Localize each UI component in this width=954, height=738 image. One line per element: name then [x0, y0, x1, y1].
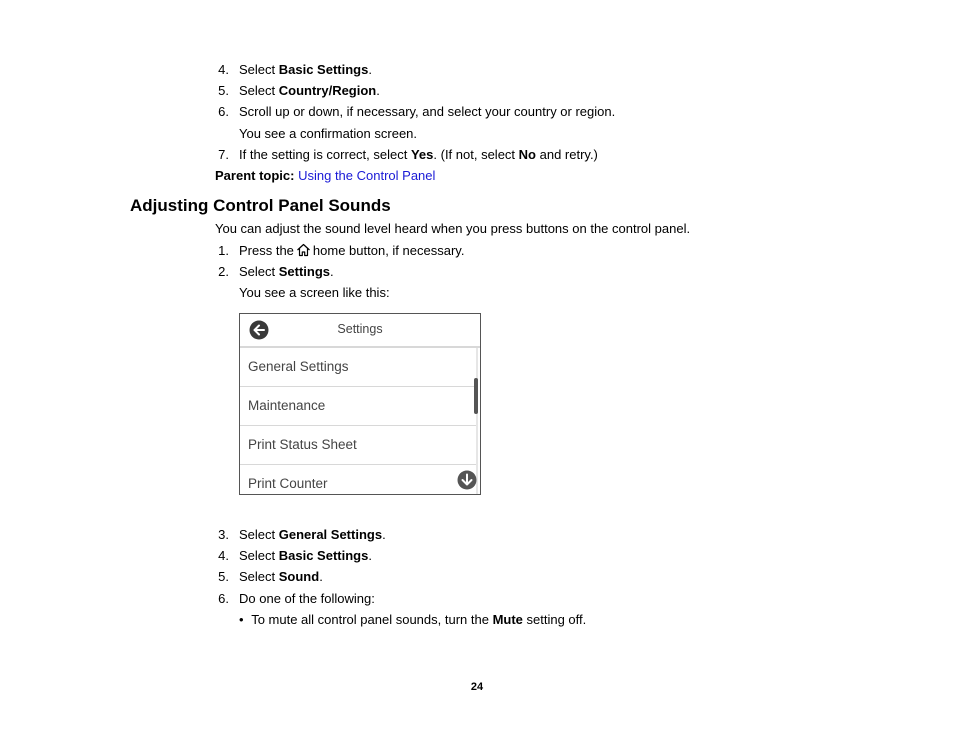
menu-item-print-counter[interactable] — [240, 465, 476, 495]
step-text: home button, if necessary. — [312, 243, 465, 258]
step-text: . (If not, select — [433, 147, 519, 162]
bullet-text: To mute all control panel sounds, turn the — [251, 612, 493, 627]
step-number: 7. — [218, 147, 229, 162]
confirmation-note: You see a confirmation screen. — [239, 126, 418, 141]
section-intro: You can adjust the sound level heard when you press buttons on the control panel. — [215, 221, 691, 236]
step-punct: . — [319, 569, 323, 584]
step-text: Select — [239, 83, 279, 98]
step-punct: . — [382, 527, 386, 542]
step-number: 6. — [218, 104, 229, 119]
bullet-emphasis: Mute — [492, 612, 523, 627]
step-text: and retry.) — [536, 147, 598, 162]
bullet-text: setting off. — [522, 612, 587, 627]
menu-item-label: General Settings — [248, 359, 349, 374]
step-punct: . — [376, 83, 380, 98]
panel-header — [240, 314, 480, 348]
panel-title: Settings — [337, 322, 383, 336]
step-number: 3. — [218, 527, 229, 542]
menu-item-general-settings[interactable] — [240, 348, 476, 387]
scroll-down-arrow-icon[interactable] — [457, 470, 477, 490]
screen-note: You see a screen like this: — [239, 285, 390, 300]
menu-item-print-status-sheet[interactable] — [240, 426, 476, 465]
step-text: Press the — [239, 243, 294, 258]
menu-item-label: Print Counter — [248, 476, 328, 491]
step-text: Select — [239, 569, 279, 584]
bullet-item — [239, 612, 586, 628]
step-text: If the setting is correct, select — [239, 147, 411, 162]
step-punct: . — [368, 62, 372, 77]
step-punct: . — [368, 548, 372, 563]
step-number: 2. — [218, 264, 229, 279]
step-number: 5. — [218, 83, 229, 98]
step-number: 4. — [218, 548, 229, 563]
page-number: 24 — [470, 681, 484, 693]
step-text: Scroll up or down, if necessary, and select your country or region. — [239, 104, 616, 119]
parent-topic-label: Parent topic: — [215, 168, 295, 183]
step-emphasis: Country/Region — [278, 83, 377, 98]
parent-topic-link[interactable]: Using the Control Panel — [298, 168, 436, 183]
menu-item-maintenance[interactable] — [240, 387, 476, 426]
step-text: Select — [239, 264, 279, 279]
step-text: Select — [239, 62, 279, 77]
step-number: 1. — [218, 243, 229, 258]
step-number: 6. — [218, 591, 229, 606]
step-emphasis: Basic Settings — [278, 548, 369, 563]
home-icon — [296, 243, 311, 257]
step-text: Select — [239, 527, 279, 542]
step-emphasis: Sound — [278, 569, 320, 584]
menu-item-label: Maintenance — [248, 398, 326, 413]
step-number: 4. — [218, 62, 229, 77]
step-emphasis: Basic Settings — [278, 62, 369, 77]
step-number: 5. — [218, 569, 229, 584]
bullet-symbol: • — [239, 612, 244, 627]
step-text: Do one of the following: — [239, 591, 375, 606]
scrollbar-thumb[interactable] — [474, 378, 478, 414]
step-text: Select — [239, 548, 279, 563]
step-emphasis: General Settings — [278, 527, 383, 542]
menu-item-label: Print Status Sheet — [248, 437, 357, 452]
no-option: No — [518, 147, 536, 162]
section-heading: Adjusting Control Panel Sounds — [130, 196, 391, 215]
step-punct: . — [330, 264, 334, 279]
control-panel-screen — [239, 313, 481, 495]
parent-topic — [215, 168, 435, 184]
yes-option: Yes — [410, 147, 434, 162]
step-emphasis: Settings — [278, 264, 331, 279]
